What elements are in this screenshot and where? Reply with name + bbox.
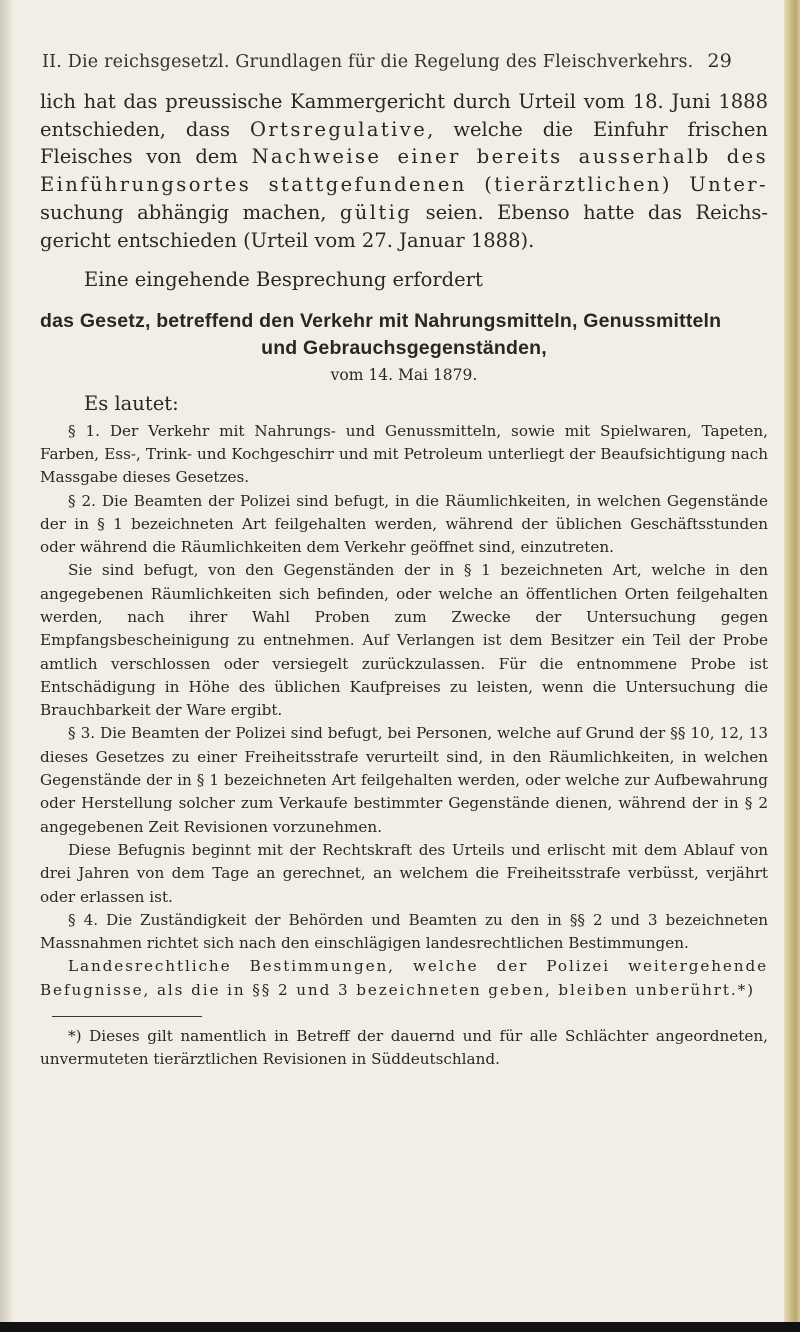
law-title-line-2: und Gebrauchsgegenständen,	[261, 336, 547, 359]
intro-gueltig: gültig	[339, 200, 413, 224]
book-binding-edge	[784, 0, 800, 1332]
footnote: *) Dieses gilt namentlich in Betreff der dauernd und für alle Schlächter angeordneten, unvermuteten tierärztlichen Revisionen in Süddeutschland.	[40, 1027, 768, 1068]
running-header	[42, 52, 732, 72]
footnote-rule	[52, 1016, 202, 1017]
page-number: 29	[707, 50, 732, 72]
intro-line-2a: entschieden, dass	[40, 117, 251, 141]
intro-line-5b: seien. Ebenso hatte das Reichs-	[412, 200, 768, 224]
law-date: vom 14. Mai 1879.	[330, 365, 478, 384]
law-title-line-1: das Gesetz, betreffend den Verkehr mit Nahrungsmitteln, Genussmitteln	[40, 309, 722, 332]
intro-line-1: lich hat das preussische Kammergericht durch Urteil vom 18. Juni 1888	[40, 90, 768, 113]
page-gutter-shadow	[0, 0, 12, 1332]
landesrecht-paragraph	[40, 955, 768, 1002]
section-3: § 3. Die Beamten der Polizei sind befugt, bei Personen, welche auf Grund der §§ 10, 12, 13 dieses Gesetzes zu einer Freiheitsstrafe verurteilt sind, in den Räumlichkeiten, in welchen Gegenstände der in § 1 bezeichneten Art feilgehalten werden, oder welche zur Aufbewahrung oder Herstellung solcher zum Verkaufe bestimmter Gegenstände dienen, während der in § 2 angegebenen Zeit Revisionen vorzunehmen.	[40, 724, 768, 836]
intro-line-3a: Fleisches von dem	[40, 145, 252, 169]
section-2-sampling: Sie sind befugt, von den Gegenständen der in § 1 bezeichneten Art, welche in den angegebenen Räumlichkeiten sich befinden, oder welche an öffentlichen Orten feilgehalten werden, nach ihrer Wahl Proben zum Zwecke der Untersuchung gegen Empfangsbescheinigung zu entnehmen. Auf Verlangen ist dem Besitzer ein Teil der Probe amtlich verschlossen oder versiegelt zurückzulassen. Für die entnommene Probe ist Entschädigung in Höhe des üblichen Kaufpreises zu leisten, wenn die Untersuchung die Brauchbarkeit der Ware ergibt.	[40, 561, 768, 720]
intro-line-2b: , welche die Einfuhr frischen	[427, 117, 768, 141]
intro-paragraph	[40, 88, 768, 254]
es-lautet: Es lautet:	[84, 391, 179, 415]
section-2: § 2. Die Beamten der Polizei sind befugt, in die Räumlichkeiten, in welchen Gegenstände der in § 1 bezeichneten Art feilgehalten werden, während der üblichen Geschäftsstunden oder während die Räumlichkeiten dem Verkehr geöffnet sind, einzutreten.	[40, 491, 768, 557]
intro-line-6: gericht entschieden (Urteil vom 27. Januar 1888).	[40, 228, 535, 252]
landesrecht-text: Landesrechtliche Bestimmungen, welche der Polizei weitergehende Befugnisse, als die in §§ 2 und 3 bezeichneten geben, bleiben unberührt.*)	[40, 957, 768, 999]
page-body	[40, 88, 768, 1070]
running-title: II. Die reichsgesetzl. Grundlagen für die Regelung des Fleischverkehrs.	[42, 52, 694, 72]
discussion-intro: Eine eingehende Besprechung erfordert	[84, 268, 483, 292]
scan-bottom-edge	[0, 1322, 800, 1332]
intro-nachweise: Nachweise einer bereits ausserhalb des Einführungsortes stattgefundenen (tierärztlichen) Unter-	[40, 145, 768, 197]
section-4: § 4. Die Zuständigkeit der Behörden und Beamten zu den in §§ 2 und 3 bezeichneten Massnahmen richtet sich nach den einschlägigen landesrechtlichen Bestimmungen.	[40, 910, 768, 953]
section-3-duration: Diese Befugnis beginnt mit der Rechtskraft des Urteils und erlischt mit dem Ablauf von drei Jahren von dem Tage an gerechnet, an welchem die Freiheitsstrafe verbüsst, verjährt oder erlassen ist.	[40, 840, 768, 906]
intro-line-5a: suchung abhängig machen,	[40, 200, 340, 224]
intro-ortsregulative: Ortsregulative	[250, 117, 428, 141]
section-1: § 1. Der Verkehr mit Nahrungs- und Genussmitteln, sowie mit Spielwaren, Tapeten, Farben, Ess-, Trink- und Kochgeschirr und mit Petroleum unterliegt der Beaufsichtigung nach Massgabe dieses Gesetzes.	[40, 421, 768, 487]
